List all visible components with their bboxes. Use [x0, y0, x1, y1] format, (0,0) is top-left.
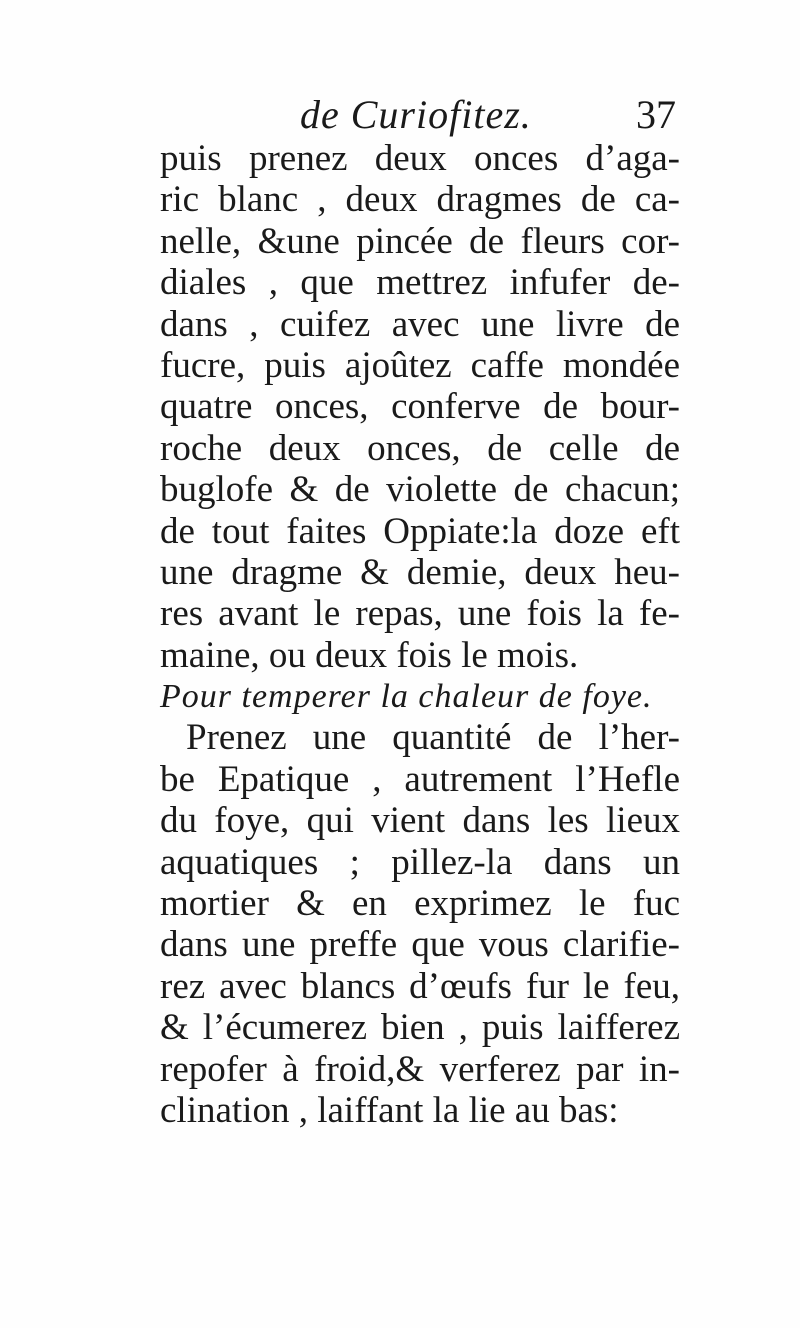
- text-line: dans , cuifez avec une livre de: [160, 303, 680, 345]
- text-line: & l’écumerez bien , puis laifferez: [160, 1007, 680, 1049]
- text-line: fucre, puis ajoûtez caffe mondée: [160, 344, 680, 386]
- text-line: puis prenez deux onces d’aga-: [160, 138, 680, 179]
- text-line: rez avec blancs d’œufs fur le feu,: [160, 965, 680, 1007]
- text-line: dans une preffe que vous clarifie-: [160, 924, 680, 966]
- text-line: res avant le repas, une fois la fe-: [160, 593, 680, 635]
- text-line: diales , que mettrez infufer de-: [160, 262, 680, 304]
- text-line: une dragme & demie, deux heu-: [160, 551, 680, 593]
- page-number: 37: [636, 92, 676, 137]
- running-head: [160, 92, 680, 138]
- text-line: aquatiques ; pillez-la dans un: [160, 841, 680, 883]
- text-line: de tout faites Oppiate:la doze eft: [160, 510, 680, 552]
- text-line: maine, ou deux fois le mois.: [160, 634, 579, 676]
- running-title: de Curiofitez.: [300, 92, 532, 137]
- text-line: nelle, &une pincée de fleurs cor-: [160, 220, 680, 262]
- body-text: [160, 138, 680, 1131]
- section-heading: Pour temperer la chaleur de foye.: [160, 678, 653, 716]
- text-line: buglofe & de violette de chacun;: [160, 469, 680, 511]
- text-line: repofer à froid,& verferez par in-: [160, 1048, 680, 1090]
- text-line: quatre onces, conferve de bour-: [160, 386, 680, 428]
- text-line: ric blanc , deux dragmes de ca-: [160, 179, 680, 221]
- text-line: Prenez une quantité de l’her-: [186, 717, 680, 759]
- text-line: mortier & en exprimez le fuc: [160, 883, 680, 925]
- text-line: du foye, qui vient dans les lieux: [160, 800, 680, 842]
- text-line: clination , laiffant la lie au bas:: [160, 1089, 619, 1131]
- text-line: be Epatique , autrement l’Hefle: [160, 758, 680, 800]
- text-line: roche deux onces, de celle de: [160, 427, 680, 469]
